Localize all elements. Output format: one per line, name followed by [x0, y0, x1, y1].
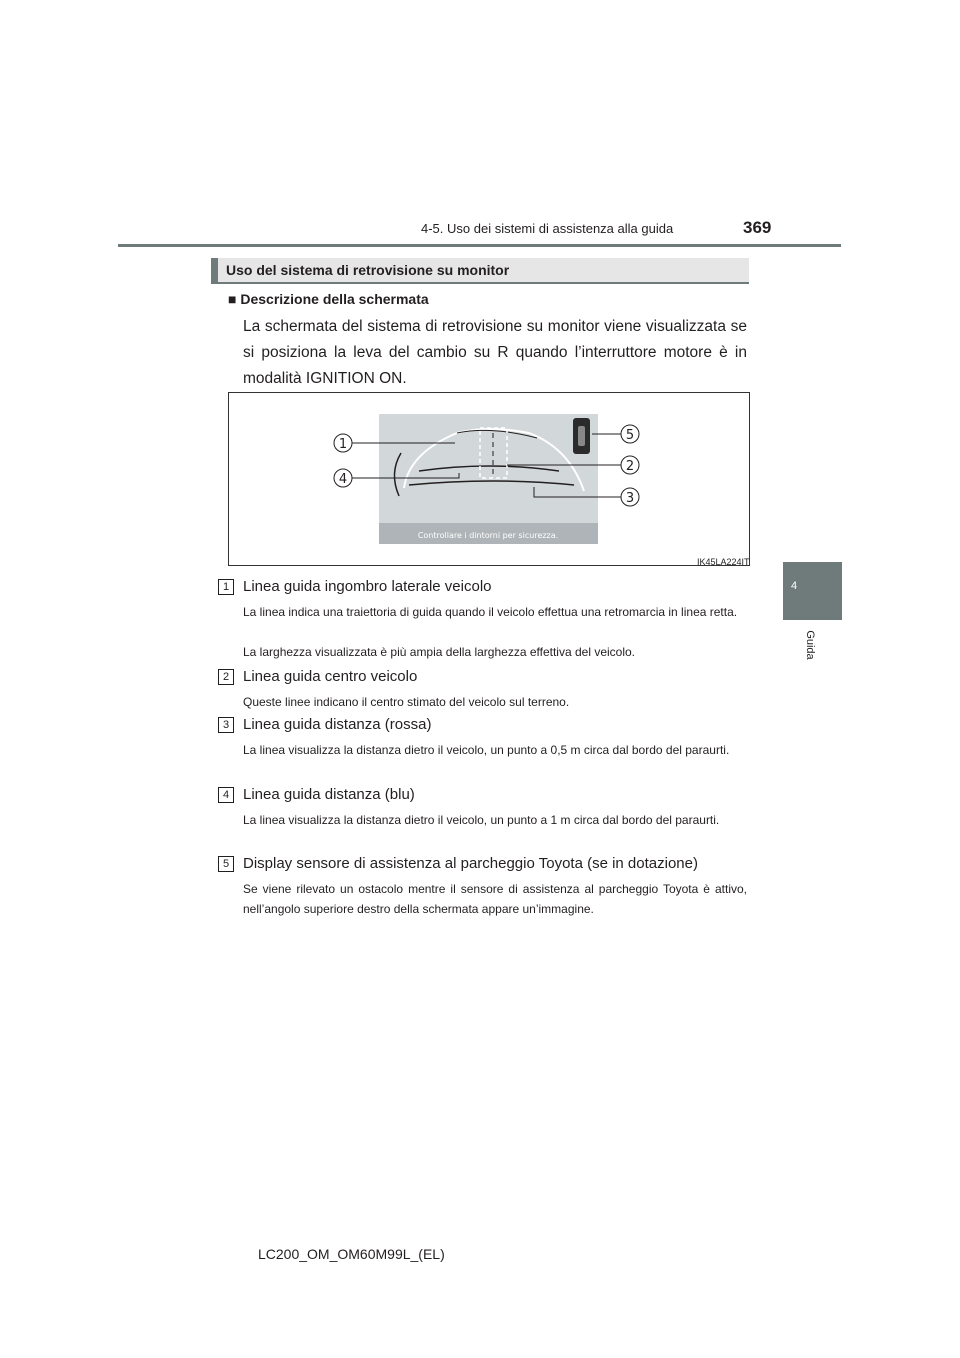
intro-paragraph: La schermata del sistema di retrovisione su monitor viene visualizzata se si posiziona la leva del cambio su R quando l’interruttore motore è in modalità IGNITION ON. — [243, 318, 747, 387]
item-number-3: 3 — [218, 717, 234, 733]
item-number-1: 1 — [218, 579, 234, 595]
item-number-4: 4 — [218, 787, 234, 803]
subheading — [228, 291, 429, 307]
rear-view-screen-illustration — [229, 393, 749, 565]
section-title: Uso del sistema di retrovisione su monitor — [226, 262, 510, 278]
item-desc-2: Queste linee indicano il centro stimato del veicolo sul terreno. — [243, 695, 570, 709]
section-heading: 4-5. Uso dei sistemi di assistenza alla guida — [421, 221, 674, 236]
square-bullet-icon: ■ — [228, 291, 237, 307]
figure-frame — [228, 392, 750, 566]
footer-document-code: LC200_OM_OM60M99L_(EL) — [258, 1246, 445, 1262]
subheading-text: Descrizione della schermata — [240, 291, 429, 307]
item-title-2: Linea guida centro veicolo — [243, 668, 418, 685]
section-title-bar — [211, 258, 749, 284]
page-number: 369 — [743, 218, 772, 237]
item-number-2: 2 — [218, 669, 234, 685]
screen-message: Controllare i dintorni per sicurezza. — [417, 531, 559, 540]
callout-label-5: 5 — [625, 428, 635, 443]
item-title-3: Linea guida distanza (rossa) — [243, 716, 432, 733]
item-title-4: Linea guida distanza (blu) — [243, 786, 415, 803]
callout-label-2: 2 — [625, 459, 635, 474]
callout-label-1: 1 — [338, 437, 348, 452]
item-title-5: Display sensore di assistenza al parcheggio Toyota (se in dotazione) — [243, 855, 698, 872]
figure-code: IK45LA224IT — [697, 557, 750, 567]
chapter-side-label: Guida — [804, 630, 816, 660]
chapter-number: 4 — [791, 580, 798, 592]
callout-label-3: 3 — [625, 491, 635, 506]
callout-label-4: 4 — [338, 472, 348, 487]
item-desc-3: La linea visualizza la distanza dietro il veicolo, un punto a 0,5 m circa dal bordo del paraurti. — [243, 743, 730, 757]
vehicle-icon — [578, 426, 585, 446]
item-desc-4: La linea visualizza la distanza dietro il veicolo, un punto a 1 m circa dal bordo del paraurti. — [243, 813, 720, 827]
header-rule — [118, 244, 841, 247]
item-desc-1b: La larghezza visualizzata è più ampia della larghezza effettiva del veicolo. — [243, 645, 636, 659]
item-title-1: Linea guida ingombro laterale veicolo — [243, 578, 492, 595]
item-number-5: 5 — [218, 856, 234, 872]
item-desc-1: La linea indica una traiettoria di guida quando il veicolo effettua una retromarcia in linea retta. — [243, 605, 738, 619]
item-desc-5: Se viene rilevato un ostacolo mentre il sensore di assistenza al parcheggio Toyota è attivo, nell’angolo superiore destro della schermata appare un’immagine. — [243, 882, 747, 916]
title-accent — [211, 258, 218, 284]
